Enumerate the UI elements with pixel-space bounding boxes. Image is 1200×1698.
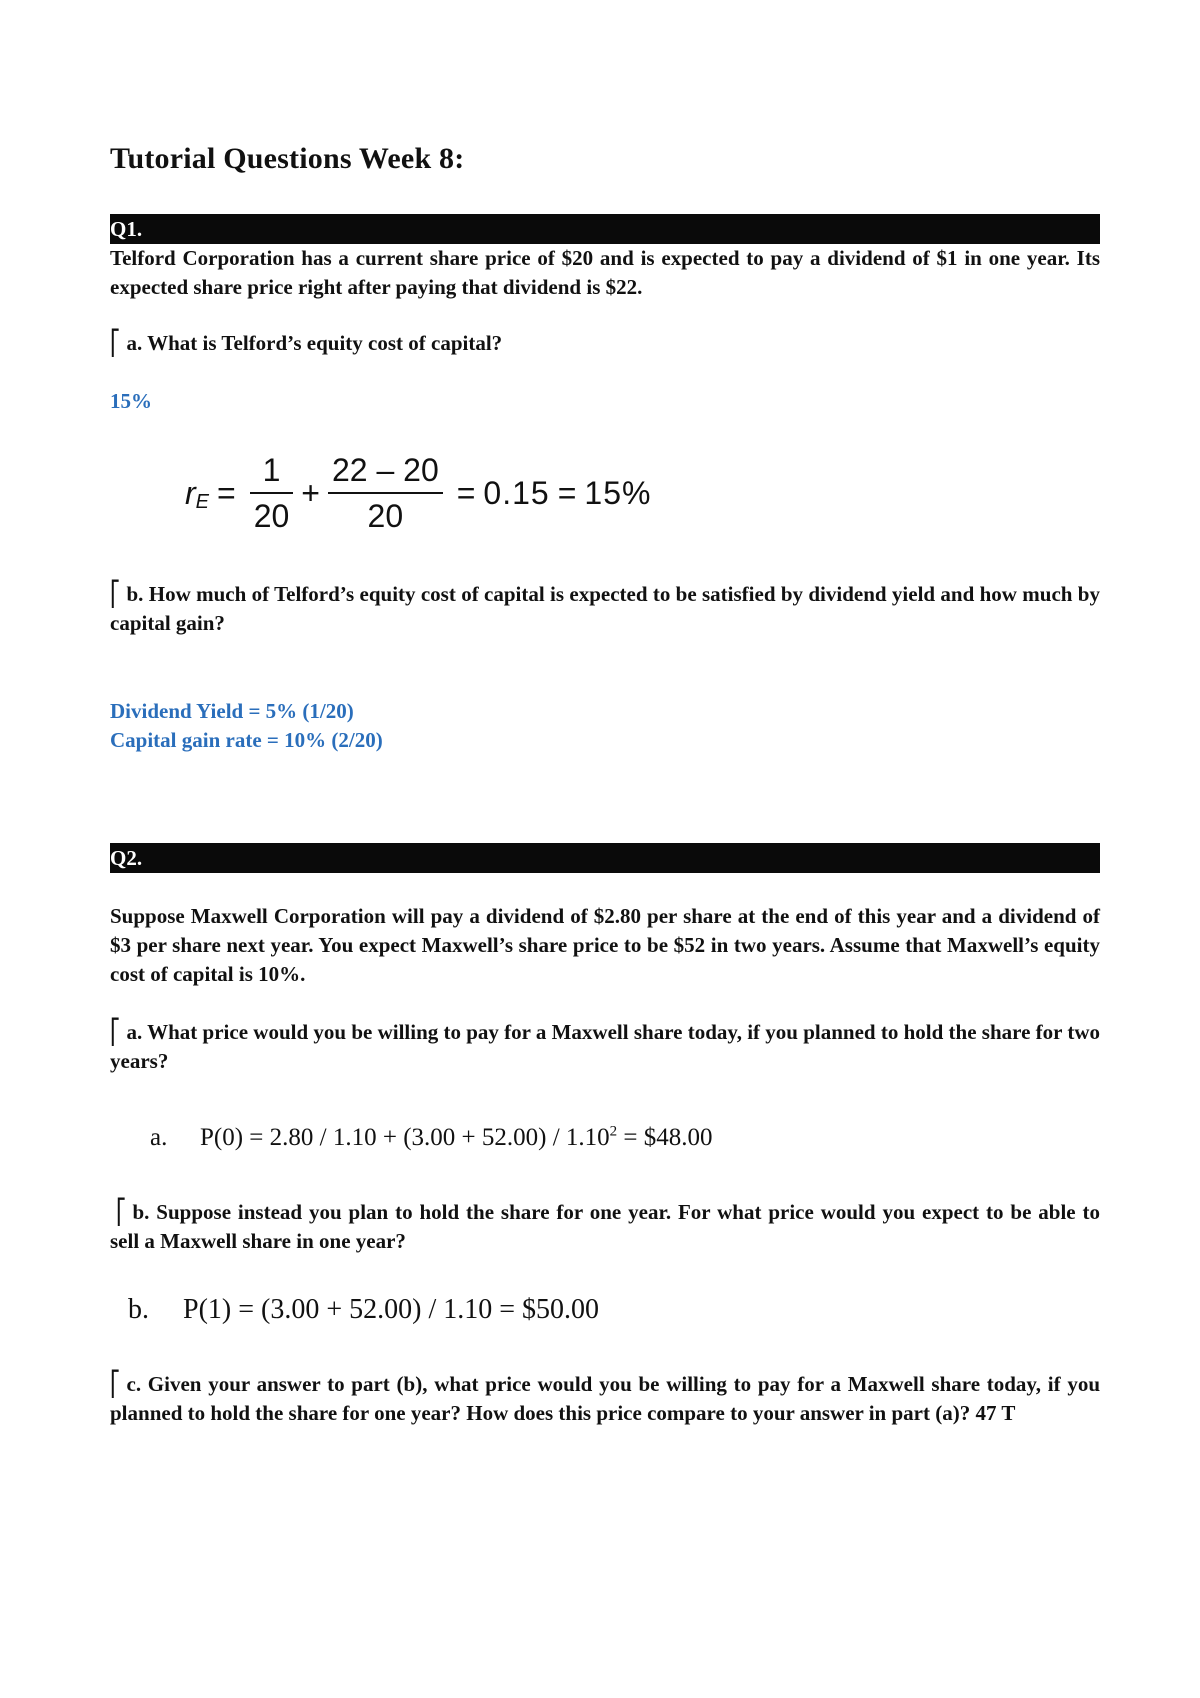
formula-fraction-capital-gain [328,451,443,535]
q1-part-b-question [110,580,1100,638]
formula-label: a. [150,1124,168,1151]
formula-main: P(0) = 2.80 / 1.10 + (3.00 + 52.00) / 1.10 [200,1124,610,1151]
page-title: Tutorial Questions Week 8: [110,142,465,175]
q2-part-b-text: b. Suppose instead you plan to hold the share for one year. For what price would you expect to be able to sell a Maxwell share in one year? [110,1200,1100,1253]
formula-main: P(1) = (3.00 + 52.00) / 1.10 = $50.00 [183,1294,600,1325]
q1-cost-of-capital-formula [185,448,651,538]
q2-part-c-question [110,1370,1100,1428]
formula-fraction-dividend [250,451,294,535]
formula-plus: + [301,474,320,511]
q1-part-b-text: b. How much of Telford’s equity cost of capital is expected to be satisfied by dividend yield and how much by capital gain? [110,582,1100,635]
formula-equals: = [456,474,476,511]
fraction-denominator: 20 [328,492,443,535]
formula-subscript: E [195,490,209,513]
q2-part-a-text: a. What price would you be willing to pay for a Maxwell share today, if you planned to hold the share for two years? [110,1020,1100,1073]
q1-part-a-question [110,329,1100,358]
q1-stem: Telford Corporation has a current share price of $20 and is expected to pay a dividend of $1 in one year. Its expected share price right after paying that dividend is $22. [110,246,1100,299]
formula-variable: r [185,474,196,511]
formula-equals: = [217,474,236,511]
q1-part-b-answer-dividend-yield: Dividend Yield = 5% (1/20) [110,699,354,723]
q2-part-b-formula [128,1294,599,1326]
q2-part-b-question [110,1198,1100,1256]
q2-part-c-text: c. Given your answer to part (b), what price would you be willing to pay for a Maxwell share today, if you planned to hold the share for one year? How does this price compare to your answer in part (a)? 47 T [110,1372,1100,1425]
formula-exponent: 2 [609,1123,618,1140]
bracket-marker: ⎡ [110,1018,121,1046]
bracket-marker: ⎡ [110,1370,121,1398]
bracket-marker: ⎡ [110,329,121,357]
fraction-numerator: 22 – 20 [331,452,439,488]
fraction-numerator: 1 [262,452,281,488]
bracket-marker: ⎡ [110,580,121,608]
formula-result-decimal: 0.15 [483,474,550,511]
formula-tail: = $48.00 [617,1124,713,1151]
q2-stem: Suppose Maxwell Corporation will pay a dividend of $2.80 per share at the end of this year and a dividend of $3 per share next year. You expect Maxwell’s share price to be $52 in two years. Assume that Maxwell’s equity cost of capital is 10%. [110,904,1100,986]
q2-header-bar: Q2. [110,843,1100,873]
bracket-marker: ⎡ [116,1198,127,1226]
formula-equals: = [557,474,577,511]
q1-header-bar: Q1. [110,214,1100,244]
q2-part-a-question [110,1018,1100,1076]
formula-result-percent: 15% [584,474,652,511]
q1-part-a-answer: 15% [110,389,152,413]
fraction-denominator: 20 [250,492,294,535]
q1-part-a-text: a. What is Telford’s equity cost of capital? [126,331,503,355]
formula-label: b. [128,1294,149,1325]
q2-part-a-formula [150,1124,713,1152]
q1-part-b-answer-capital-gain: Capital gain rate = 10% (2/20) [110,728,383,752]
